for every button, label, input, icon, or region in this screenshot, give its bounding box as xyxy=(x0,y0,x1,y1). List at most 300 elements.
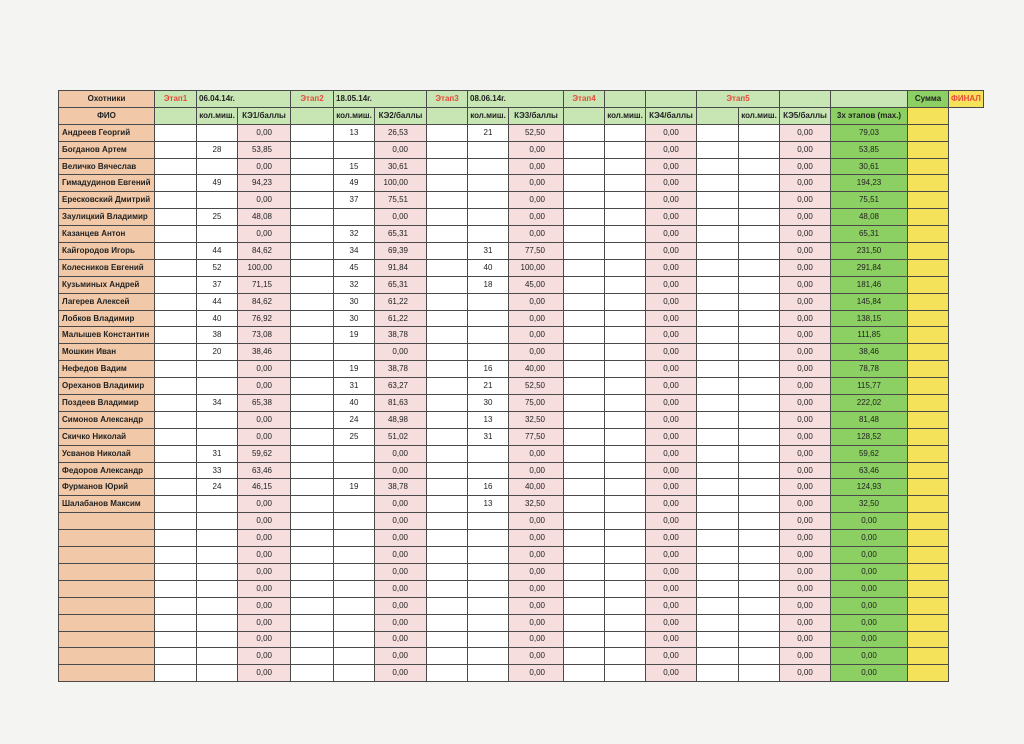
stage4-count-cell xyxy=(605,141,646,158)
stage3-count-cell xyxy=(468,665,509,682)
sum-cell: 0,00 xyxy=(831,513,908,530)
stage2-count-cell: 19 xyxy=(334,327,375,344)
stage4-count-cell xyxy=(605,293,646,310)
final-cell xyxy=(908,175,949,192)
stage2-score-cell: 0,00 xyxy=(375,530,427,547)
stage2-count-cell xyxy=(334,209,375,226)
stage5-count-cell xyxy=(739,293,780,310)
stage1-blank-cell xyxy=(155,276,197,293)
stage3-count-cell: 30 xyxy=(468,395,509,412)
stage4-score-cell: 0,00 xyxy=(646,513,697,530)
stage2-blank-cell xyxy=(291,192,334,209)
stage3-score-cell: 0,00 xyxy=(509,563,564,580)
final-cell xyxy=(908,327,949,344)
stage2-count-cell xyxy=(334,614,375,631)
hunter-name: Колесников Евгений xyxy=(59,259,155,276)
hunter-name: Лобков Владимир xyxy=(59,310,155,327)
stage4-score-cell: 0,00 xyxy=(646,192,697,209)
stage3-count-cell xyxy=(468,293,509,310)
table-row xyxy=(59,209,984,226)
stage2-blank-cell xyxy=(291,445,334,462)
stage2-count-cell xyxy=(334,597,375,614)
stage1-blank-cell xyxy=(155,665,197,682)
stage5-blank-cell xyxy=(697,192,739,209)
stage3-count-cell xyxy=(468,141,509,158)
stage3-score-cell: 0,00 xyxy=(509,141,564,158)
results-table xyxy=(58,90,984,682)
stage5-blank-cell xyxy=(697,243,739,260)
stage3-blank-cell xyxy=(427,648,468,665)
stage3-count-cell: 21 xyxy=(468,124,509,141)
stage4-score-cell: 0,00 xyxy=(646,209,697,226)
stage1-score-cell: 100,00 xyxy=(238,259,291,276)
stage4-score-cell: 0,00 xyxy=(646,445,697,462)
stage1-blank-cell xyxy=(155,243,197,260)
stage1-blank-cell xyxy=(155,158,197,175)
stage3-score-cell: 100,00 xyxy=(509,259,564,276)
stage5-score-cell: 0,00 xyxy=(780,411,831,428)
stage5-blank-cell xyxy=(697,513,739,530)
stage5-count-cell xyxy=(739,411,780,428)
stage4-score-cell: 0,00 xyxy=(646,665,697,682)
stage3-blank-cell xyxy=(427,175,468,192)
stage4-score-cell: 0,00 xyxy=(646,226,697,243)
sum-cell: 0,00 xyxy=(831,547,908,564)
stage2-count-cell: 40 xyxy=(334,395,375,412)
stage1-blank-cell xyxy=(155,344,197,361)
stage3-blank-cell xyxy=(427,547,468,564)
stage4-score-cell: 0,00 xyxy=(646,276,697,293)
stage1-count-cell xyxy=(197,530,238,547)
stage5-score-cell: 0,00 xyxy=(780,496,831,513)
stage1-count-cell: 40 xyxy=(197,310,238,327)
stage2-blank-cell xyxy=(291,614,334,631)
hunter-name: Усванов Николай xyxy=(59,445,155,462)
stage1-label: Этап1 xyxy=(155,91,197,108)
stage1-score-cell: 0,00 xyxy=(238,665,291,682)
final-cell xyxy=(908,226,949,243)
sum-cell: 53,85 xyxy=(831,141,908,158)
sum-cell: 124,93 xyxy=(831,479,908,496)
stage1-score-cell: 84,62 xyxy=(238,293,291,310)
stage3-count-cell: 16 xyxy=(468,361,509,378)
stage2-count-cell xyxy=(334,530,375,547)
stage1-count-cell: 44 xyxy=(197,293,238,310)
sum-cell: 222,02 xyxy=(831,395,908,412)
stage1-score-cell: 0,00 xyxy=(238,547,291,564)
table-row xyxy=(59,243,984,260)
stage1-count-cell xyxy=(197,665,238,682)
stage4-count-cell xyxy=(605,547,646,564)
stage5-count-cell xyxy=(739,563,780,580)
stage1-score-cell: 0,00 xyxy=(238,192,291,209)
stage3-score-cell: 32,50 xyxy=(509,411,564,428)
stage3-score-cell: 0,00 xyxy=(509,192,564,209)
stage4-blank-cell xyxy=(564,175,605,192)
stage2-blank-cell xyxy=(291,530,334,547)
stage3-blank-cell xyxy=(427,293,468,310)
stage2-blank-cell xyxy=(291,276,334,293)
stage2-date: 18.05.14г. xyxy=(334,91,427,108)
stage2-count-cell xyxy=(334,563,375,580)
stage4-blank-cell xyxy=(564,243,605,260)
final-cell xyxy=(908,395,949,412)
stage5-score-cell: 0,00 xyxy=(780,445,831,462)
stage5-blank-cell xyxy=(697,293,739,310)
table-row xyxy=(59,141,984,158)
table-row xyxy=(59,665,984,682)
stage3-score-cell: 52,50 xyxy=(509,378,564,395)
stage1-score-cell: 71,15 xyxy=(238,276,291,293)
stage2-score-cell: 61,22 xyxy=(375,310,427,327)
stage2-score-cell: 0,00 xyxy=(375,209,427,226)
stage5-score-cell: 0,00 xyxy=(780,614,831,631)
sum-cell: 81,48 xyxy=(831,411,908,428)
final-cell xyxy=(908,462,949,479)
stage2-blank-cell xyxy=(291,513,334,530)
stage5-blank-cell xyxy=(697,563,739,580)
stage5-score-cell: 0,00 xyxy=(780,124,831,141)
stage2-count-cell xyxy=(334,631,375,648)
stage5-blank-cell xyxy=(697,648,739,665)
sum-cell: 75,51 xyxy=(831,192,908,209)
stage5-count-cell xyxy=(739,597,780,614)
stage3-score-cell: 0,00 xyxy=(509,631,564,648)
stage3-score-cell: 0,00 xyxy=(509,226,564,243)
stage4-score-cell: 0,00 xyxy=(646,648,697,665)
stage5-score-cell: 0,00 xyxy=(780,141,831,158)
stage4-score-cell: 0,00 xyxy=(646,563,697,580)
stage2-score-cell: 0,00 xyxy=(375,496,427,513)
stage4-count-cell xyxy=(605,445,646,462)
stage1-count-cell: 49 xyxy=(197,175,238,192)
final-cell xyxy=(908,243,949,260)
stage4-score-cell: 0,00 xyxy=(646,479,697,496)
table-row xyxy=(59,496,984,513)
ke1-header: КЭ1/баллы xyxy=(238,107,291,124)
stage1-blank-cell xyxy=(155,411,197,428)
stage5-score-cell: 0,00 xyxy=(780,530,831,547)
stage4-blank-cell xyxy=(564,226,605,243)
stage4-blank xyxy=(605,91,646,108)
stage2-score-cell: 26,53 xyxy=(375,124,427,141)
stage3-date: 08.06.14г. xyxy=(468,91,564,108)
ke2-header: КЭ2/баллы xyxy=(375,107,427,124)
stage5-count-header: кол.миш. xyxy=(739,107,780,124)
sum-cell: 145,84 xyxy=(831,293,908,310)
stage3-score-cell: 32,50 xyxy=(509,496,564,513)
stage5-blank-cell xyxy=(697,141,739,158)
stage1-score-cell: 63,46 xyxy=(238,462,291,479)
stage3-score-cell: 40,00 xyxy=(509,361,564,378)
stage3-blank xyxy=(427,107,468,124)
sum-cell: 291,84 xyxy=(831,259,908,276)
stage4-score-cell: 0,00 xyxy=(646,614,697,631)
table-row xyxy=(59,479,984,496)
stage4-score-cell: 0,00 xyxy=(646,141,697,158)
stage5-blank-cell xyxy=(697,631,739,648)
table-row xyxy=(59,597,984,614)
final-cell xyxy=(908,378,949,395)
stage2-score-cell: 0,00 xyxy=(375,614,427,631)
stage3-blank-cell xyxy=(427,209,468,226)
hunter-name xyxy=(59,563,155,580)
stage4-count-cell xyxy=(605,259,646,276)
stage5-score-cell: 0,00 xyxy=(780,259,831,276)
stage4-count-cell xyxy=(605,648,646,665)
stage1-blank-cell xyxy=(155,496,197,513)
stage3-blank-cell xyxy=(427,344,468,361)
stage1-blank-cell xyxy=(155,310,197,327)
sum-cell: 0,00 xyxy=(831,631,908,648)
stage4-count-cell xyxy=(605,580,646,597)
stage5-score-cell: 0,00 xyxy=(780,428,831,445)
stage3-blank-cell xyxy=(427,665,468,682)
final-cell xyxy=(908,648,949,665)
table-row xyxy=(59,547,984,564)
stage5-score-cell: 0,00 xyxy=(780,378,831,395)
stage4-blank-cell xyxy=(564,580,605,597)
stage4-blank-cell xyxy=(564,158,605,175)
stage5-score-cell: 0,00 xyxy=(780,462,831,479)
stage4-blank-cell xyxy=(564,378,605,395)
stage2-score-cell: 0,00 xyxy=(375,631,427,648)
stage4-score-cell: 0,00 xyxy=(646,259,697,276)
stage2-score-cell: 0,00 xyxy=(375,547,427,564)
stage3-count-cell xyxy=(468,580,509,597)
stage4-score-cell: 0,00 xyxy=(646,293,697,310)
stage3-count-cell xyxy=(468,175,509,192)
stage1-score-cell: 0,00 xyxy=(238,158,291,175)
stage3-count-cell xyxy=(468,344,509,361)
stage1-blank-cell xyxy=(155,648,197,665)
stage2-score-cell: 38,78 xyxy=(375,479,427,496)
stage3-blank-cell xyxy=(427,124,468,141)
stage3-score-cell: 0,00 xyxy=(509,597,564,614)
stage5-count-cell xyxy=(739,276,780,293)
stage3-count-header: кол.миш. xyxy=(468,107,509,124)
final-cell xyxy=(908,124,949,141)
stage3-blank-cell xyxy=(427,327,468,344)
sum-cell: 48,08 xyxy=(831,209,908,226)
sum-cell: 181,46 xyxy=(831,276,908,293)
stage5-blank-cell xyxy=(697,124,739,141)
stage1-count-cell xyxy=(197,580,238,597)
sum-sub-header: 3х этапов (max.) xyxy=(831,107,908,124)
stage1-score-cell: 0,00 xyxy=(238,614,291,631)
stage3-count-cell xyxy=(468,648,509,665)
hunter-name xyxy=(59,614,155,631)
stage5-blank-cell xyxy=(697,479,739,496)
stage5-score-cell: 0,00 xyxy=(780,597,831,614)
hunter-name: Андреев Георгий xyxy=(59,124,155,141)
hunter-name: Нефедов Вадим xyxy=(59,361,155,378)
ke3-header: КЭ3/баллы xyxy=(509,107,564,124)
stage1-count-cell: 34 xyxy=(197,395,238,412)
stage2-count-cell: 24 xyxy=(334,411,375,428)
stage5-score-cell: 0,00 xyxy=(780,580,831,597)
hunter-name xyxy=(59,580,155,597)
stage1-count-cell: 44 xyxy=(197,243,238,260)
hunter-name: Мошкин Иван xyxy=(59,344,155,361)
stage4-count-cell xyxy=(605,158,646,175)
stage2-blank-cell xyxy=(291,462,334,479)
stage4-count-cell xyxy=(605,209,646,226)
sum-cell: 0,00 xyxy=(831,580,908,597)
stage4-count-cell xyxy=(605,395,646,412)
stage1-score-cell: 65,38 xyxy=(238,395,291,412)
stage2-count-cell: 30 xyxy=(334,310,375,327)
stage3-count-cell xyxy=(468,310,509,327)
table-row xyxy=(59,563,984,580)
stage5-count-cell xyxy=(739,648,780,665)
stage3-blank-cell xyxy=(427,411,468,428)
hunter-name: Симонов Александр xyxy=(59,411,155,428)
stage4-score-cell: 0,00 xyxy=(646,243,697,260)
stage4-count-header: кол.миш. xyxy=(605,107,646,124)
stage1-score-cell: 0,00 xyxy=(238,648,291,665)
stage1-score-cell: 76,92 xyxy=(238,310,291,327)
stage4-blank-cell xyxy=(564,192,605,209)
stage5-score-cell: 0,00 xyxy=(780,209,831,226)
stage5-score-cell: 0,00 xyxy=(780,631,831,648)
stage3-count-cell: 18 xyxy=(468,276,509,293)
hunter-name: Лагерев Алексей xyxy=(59,293,155,310)
stage3-count-cell: 13 xyxy=(468,496,509,513)
stage3-blank-cell xyxy=(427,530,468,547)
stage1-count-cell xyxy=(197,563,238,580)
stage4-score-cell: 0,00 xyxy=(646,597,697,614)
hunter-name xyxy=(59,597,155,614)
stage2-count-cell: 45 xyxy=(334,259,375,276)
hunter-name: Скичко Николай xyxy=(59,428,155,445)
stage3-count-cell: 13 xyxy=(468,411,509,428)
table-row xyxy=(59,428,984,445)
stage3-label: Этап3 xyxy=(427,91,468,108)
stage2-score-cell: 0,00 xyxy=(375,597,427,614)
stage3-blank-cell xyxy=(427,496,468,513)
stage4-blank-cell xyxy=(564,209,605,226)
stage3-count-cell xyxy=(468,209,509,226)
stage2-count-cell: 19 xyxy=(334,361,375,378)
final-cell xyxy=(908,361,949,378)
stage4-count-cell xyxy=(605,462,646,479)
stage2-score-cell: 63,27 xyxy=(375,378,427,395)
stage5-score-cell: 0,00 xyxy=(780,327,831,344)
hunter-name: Кузьминых Андрей xyxy=(59,276,155,293)
stage2-score-cell: 30,61 xyxy=(375,158,427,175)
stage1-blank-cell xyxy=(155,513,197,530)
stage1-count-cell xyxy=(197,648,238,665)
stage4-count-cell xyxy=(605,479,646,496)
stage1-blank-cell xyxy=(155,124,197,141)
final-cell xyxy=(908,547,949,564)
stage1-score-cell: 53,85 xyxy=(238,141,291,158)
stage5-count-cell xyxy=(739,631,780,648)
stage2-blank-cell xyxy=(291,563,334,580)
stage5-score-cell: 0,00 xyxy=(780,395,831,412)
stage3-count-cell xyxy=(468,614,509,631)
stage5-score-cell: 0,00 xyxy=(780,243,831,260)
hunter-name xyxy=(59,530,155,547)
stage5-score-cell: 0,00 xyxy=(780,361,831,378)
stage3-count-cell xyxy=(468,445,509,462)
stage4-count-cell xyxy=(605,124,646,141)
final-cell xyxy=(908,530,949,547)
stage5-count-cell xyxy=(739,580,780,597)
header-row-2 xyxy=(59,107,984,124)
stage3-score-cell: 77,50 xyxy=(509,243,564,260)
stage5-blank-cell xyxy=(697,327,739,344)
results-sheet xyxy=(58,90,984,682)
stage4-score-cell: 0,00 xyxy=(646,361,697,378)
stage3-score-cell: 0,00 xyxy=(509,175,564,192)
stage5-count-cell xyxy=(739,462,780,479)
stage1-count-cell xyxy=(197,361,238,378)
sum-cell: 138,15 xyxy=(831,310,908,327)
stage4-count-cell xyxy=(605,192,646,209)
stage1-count-cell xyxy=(197,378,238,395)
hunter-name xyxy=(59,648,155,665)
stage5-count-cell xyxy=(739,496,780,513)
stage4-blank-cell xyxy=(564,479,605,496)
stage2-count-cell xyxy=(334,648,375,665)
stage2-count-cell xyxy=(334,580,375,597)
stage5-blank-3 xyxy=(697,107,739,124)
stage2-score-cell: 0,00 xyxy=(375,563,427,580)
stage5-score-cell: 0,00 xyxy=(780,158,831,175)
stage3-blank-cell xyxy=(427,563,468,580)
stage4-blank-cell xyxy=(564,563,605,580)
stage2-blank-cell xyxy=(291,479,334,496)
stage3-score-cell: 45,00 xyxy=(509,276,564,293)
stage1-blank-cell xyxy=(155,209,197,226)
stage3-score-cell: 0,00 xyxy=(509,648,564,665)
stage4-blank-cell xyxy=(564,496,605,513)
hunter-name: Ореханов Владимир xyxy=(59,378,155,395)
stage2-count-cell: 19 xyxy=(334,479,375,496)
stage1-score-cell: 0,00 xyxy=(238,124,291,141)
stage1-count-cell: 25 xyxy=(197,209,238,226)
stage2-score-cell: 61,22 xyxy=(375,293,427,310)
stage5-count-cell xyxy=(739,530,780,547)
final-header: ФИНАЛ xyxy=(949,91,984,108)
table-row xyxy=(59,530,984,547)
table-row xyxy=(59,158,984,175)
stage5-blank-cell xyxy=(697,259,739,276)
hunter-name: Федоров Александр xyxy=(59,462,155,479)
stage1-blank-cell xyxy=(155,192,197,209)
hunter-name xyxy=(59,665,155,682)
stage1-blank-cell xyxy=(155,395,197,412)
stage2-score-cell: 100,00 xyxy=(375,175,427,192)
stage3-blank-cell xyxy=(427,428,468,445)
stage1-count-header: кол.миш. xyxy=(197,107,238,124)
stage4-count-cell xyxy=(605,344,646,361)
stage1-blank xyxy=(155,107,197,124)
stage1-date: 06.04.14г. xyxy=(197,91,291,108)
stage1-count-cell: 33 xyxy=(197,462,238,479)
stage4-blank-cell xyxy=(564,445,605,462)
stage2-score-cell: 75,51 xyxy=(375,192,427,209)
table-row xyxy=(59,648,984,665)
stage4-blank-cell xyxy=(564,361,605,378)
stage4-count-cell xyxy=(605,175,646,192)
stage1-count-cell xyxy=(197,158,238,175)
hunter-name: Фурманов Юрий xyxy=(59,479,155,496)
stage2-blank-cell xyxy=(291,597,334,614)
stage1-blank-cell xyxy=(155,378,197,395)
